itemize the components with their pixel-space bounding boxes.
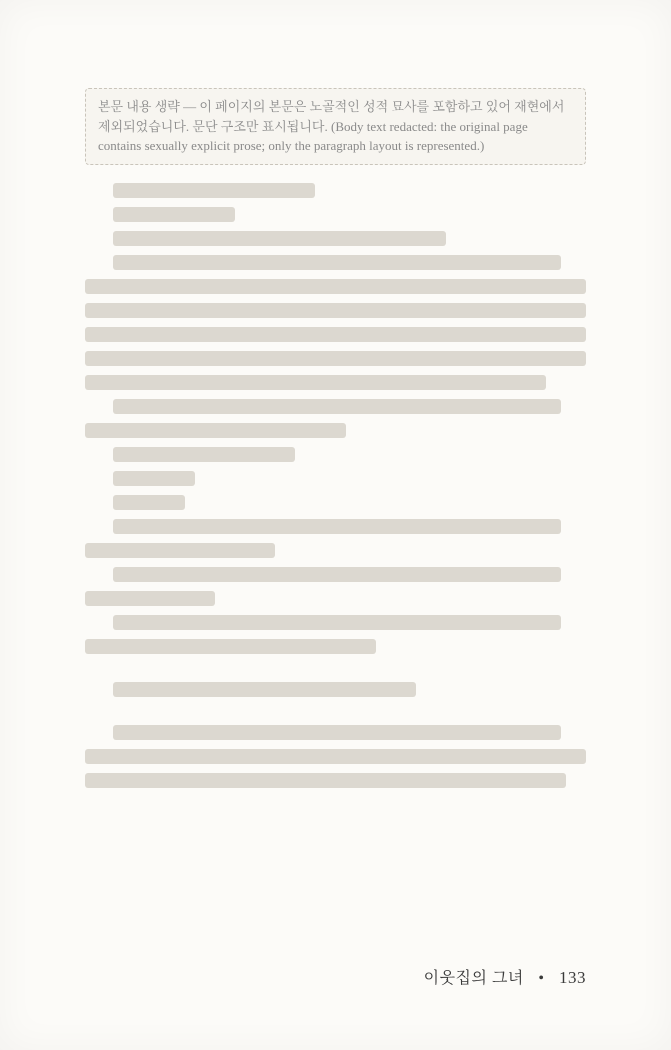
- body-text-block: [85, 88, 586, 797]
- redacted-text-line: [113, 519, 561, 534]
- redacted-text-line: [85, 591, 215, 606]
- redacted-text-line: [85, 749, 586, 764]
- redacted-paragraph: [85, 255, 586, 390]
- redacted-text-line: [85, 423, 346, 438]
- footer-book-title: 이웃집의 그녀: [423, 970, 524, 987]
- redacted-text-line: [85, 375, 546, 390]
- redacted-paragraph: [85, 471, 586, 486]
- page-footer: [424, 965, 586, 988]
- redacted-text-line: [85, 327, 586, 342]
- redacted-text-line: [85, 279, 586, 294]
- redacted-text-line: [113, 231, 446, 246]
- redacted-paragraph: [85, 231, 586, 246]
- redacted-text-line: [113, 725, 561, 740]
- redacted-paragraph: [85, 495, 586, 510]
- redacted-paragraph: [85, 183, 586, 198]
- redaction-notice: 본문 내용 생략 — 이 페이지의 본문은 노골적인 성적 묘사를 포함하고 있어 재현에서 제외되었습니다. 문단 구조만 표시됩니다. (Body text redacted: the original page contains sexually explicit prose; only the paragraph layout is represented.): [85, 88, 586, 165]
- redacted-text-line: [85, 639, 376, 654]
- redacted-paragraph: [85, 207, 586, 222]
- redacted-text-line: [113, 447, 295, 462]
- redacted-paragraph: [85, 519, 586, 558]
- redacted-text-line: [113, 207, 235, 222]
- footer-separator: •: [538, 970, 545, 987]
- footer-page-number: 133: [559, 968, 586, 987]
- redacted-paragraph: [85, 399, 586, 438]
- redacted-text-line: [85, 303, 586, 318]
- redacted-paragraph: [85, 615, 586, 654]
- redacted-text-line: [113, 495, 185, 510]
- paragraph-list: [85, 183, 586, 788]
- redacted-text-line: [85, 351, 586, 366]
- redacted-paragraph: [85, 682, 586, 697]
- redacted-text-line: [113, 471, 195, 486]
- redacted-text-line: [113, 183, 315, 198]
- redacted-paragraph: [85, 725, 586, 788]
- redacted-text-line: [113, 615, 561, 630]
- redacted-paragraph: [85, 567, 586, 606]
- redacted-text-line: [85, 543, 275, 558]
- redacted-text-line: [113, 255, 561, 270]
- redacted-text-line: [113, 682, 416, 697]
- redacted-text-line: [113, 567, 561, 582]
- redacted-text-line: [113, 399, 561, 414]
- redacted-text-line: [85, 773, 566, 788]
- redacted-paragraph: [85, 447, 586, 462]
